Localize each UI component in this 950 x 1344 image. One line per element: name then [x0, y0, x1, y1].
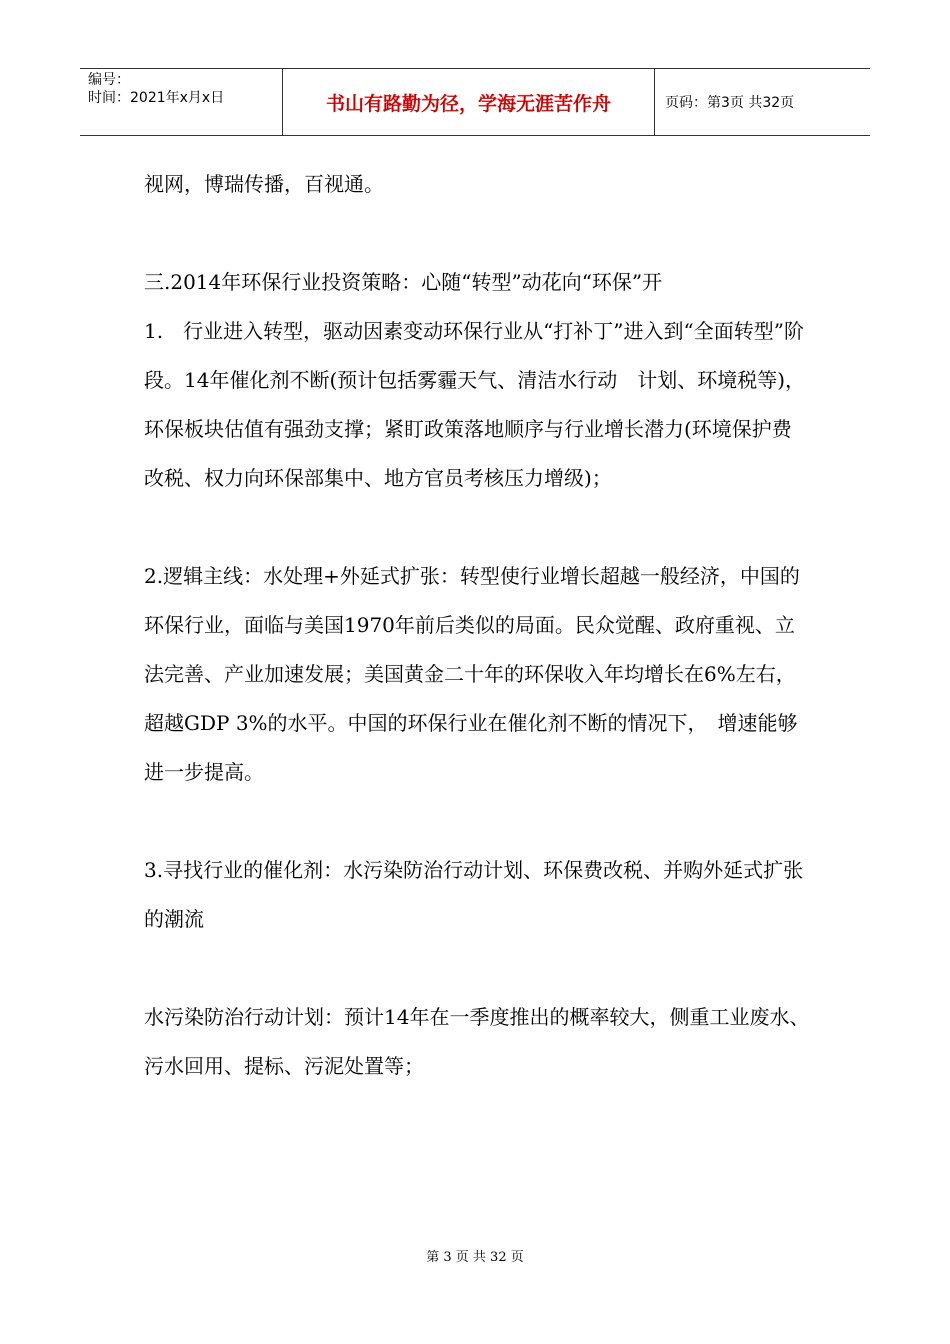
- section-heading: 三.2014年环保行业投资策略：心随“转型”动花向“环保”开: [144, 270, 663, 294]
- paragraph: 水污染防治行动计划：预计14年在一季度推出的概率较大，侧重工业废水、污水回用、提标、污泥处置等；: [144, 1005, 810, 1078]
- page-footer: 第 3 页 共 32 页: [426, 1250, 524, 1265]
- paragraph: 3.寻找行业的催化剂：水污染防治行动计划、环保费改税、并购外延式扩张的潮流: [144, 858, 804, 931]
- header-motto: 书山有路勤为径，学海无涯苦作舟: [283, 69, 655, 135]
- time-label: 时间：2021年x月x日: [88, 90, 225, 106]
- header-meta: [80, 69, 283, 135]
- document-body: [144, 160, 810, 1091]
- paragraph: 1. 行业进入转型，驱动因素变动环保行业从“打补丁”进入到“全面转型”阶段。14年催化剂不断(预计包括雾霾天气、清洁水行动 计划、环境税等)，环保板块估值有强劲支撑；紧盯政策落地顺序与行业增长潜力(环境保护费改税、权力向环保部集中、地方官员考核压力增级)；: [144, 319, 806, 490]
- header-page-info: 页码：第3页 共32页: [665, 95, 795, 111]
- paragraph: 2.逻辑主线：水处理+外延式扩张：转型使行业增长超越一般经济，中国的环保行业，面临与美国1970年前后类似的局面。民众觉醒、政府重视、立法完善、产业加速发展；美国黄金二十年的环保收入年均增长在6%左右，超越GDP 3%的水平。中国的环保行业在催化剂不断的情况下， 增速能够进一步提高。: [144, 564, 800, 784]
- page-header: [80, 68, 870, 136]
- number-label: 编号：: [88, 72, 130, 88]
- paragraph: 视网，博瑞传播，百视通。: [144, 172, 384, 196]
